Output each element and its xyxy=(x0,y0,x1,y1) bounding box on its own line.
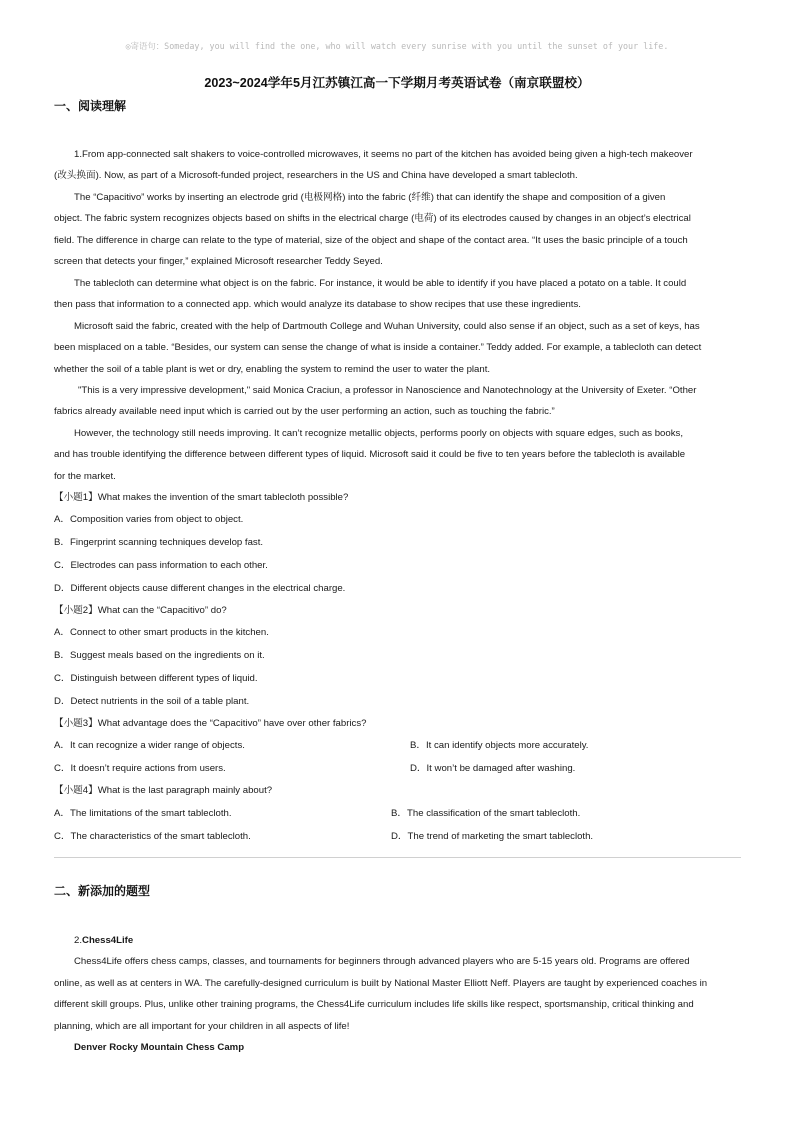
q4-option-b[interactable]: B．The classification of the smart tablecloth. xyxy=(391,808,581,819)
question-2-stem: 【小题2】What can the “Capacitivo” do? xyxy=(54,605,227,616)
passage-line: Microsoft said the fabric, created with the help of Dartmouth College and Wuhan University, could also sense if an object, such as a set of keys, has xyxy=(74,321,700,332)
question-1-stem: 【小题1】What makes the invention of the smart tablecloth possible? xyxy=(54,492,349,503)
passage-line: been misplaced on a table. “Besides, our system can sense the change of what is inside a container.” Teddy added. For example, a tablecloth can detect xyxy=(54,342,702,353)
passage-line: field. The difference in charge can relate to the type of material, size of the object and shape of the contact area. “It uses the basic principle of a touch xyxy=(54,235,688,246)
passage-line: However, the technology still needs improving. It can’t recognize metallic objects, performs poorly on objects with square edges, such as books, xyxy=(74,428,683,439)
passage-line: The “Capacitivo” works by inserting an electrode grid (电极网格) into the fabric (纤维) that can identify the shape and composition of a given xyxy=(74,192,666,203)
passage-2-heading: Chess4Life xyxy=(82,935,134,946)
passage-line: 1.From app-connected salt shakers to voice-controlled microwaves, it seems no part of the kitchen has avoided being given a high-tech makeover xyxy=(74,149,693,160)
passage-line: for the market. xyxy=(54,471,116,482)
passage-line: (改头换面). Now, as part of a Microsoft-funded project, researchers in the US and China have developed a smart tablecloth. xyxy=(54,170,578,181)
passage-subheading: Denver Rocky Mountain Chess Camp xyxy=(74,1042,245,1053)
passage-line: then pass that information to a connected app. which would analyze its database to show recipes that use these ingredients. xyxy=(54,299,581,310)
q4-option-a[interactable]: A．The limitations of the smart tablecloth. xyxy=(54,808,232,819)
q4-option-d[interactable]: D．The trend of marketing the smart tablecloth. xyxy=(391,831,594,842)
passage-line: online, as well as at centers in WA. The carefully-designed curriculum is built by National Master Elliott Neff. Players are taught by experienced coaches in xyxy=(54,978,708,989)
passage-line: different skill groups. Plus, unlike other training programs, the Chess4Life curriculum includes life skills like respect, sportsmanship, critical thinking and xyxy=(54,999,694,1010)
passage-line: fabrics already available need input which is carried out by the user performing an action, such as touching the fabric.” xyxy=(54,406,555,417)
q3-option-d[interactable]: D．It won’t be damaged after washing. xyxy=(410,763,576,774)
q1-option-d[interactable]: D．Different objects cause different changes in the electrical charge. xyxy=(54,583,346,594)
page-title: 2023~2024学年5月江苏镇江高一下学期月考英语试卷（南京联盟校） xyxy=(204,76,590,90)
passage-line: screen that detects your finger,” explained Microsoft researcher Teddy Seyed. xyxy=(54,256,383,267)
q2-option-c[interactable]: C．Distinguish between different types of liquid. xyxy=(54,673,258,684)
passage-line: planning, which are all important for your children in all aspects of life! xyxy=(54,1021,350,1032)
section-heading-reading: 一、阅读理解 xyxy=(54,99,127,113)
passage-line: Chess4Life offers chess camps, classes, and tournaments for beginners through advanced players who are 5-15 years old. Programs are offered xyxy=(74,956,690,967)
q3-option-b[interactable]: B．It can identify objects more accurately. xyxy=(410,740,589,751)
section-divider xyxy=(54,857,741,858)
passage-line: "This is a very impressive development," said Monica Craciun, a professor in Nanoscience and Nanotechnology at the University of Exeter. “Other xyxy=(78,385,697,396)
q1-option-a[interactable]: A．Composition varies from object to object. xyxy=(54,514,244,525)
passage-line: and has trouble identifying the difference between different types of liquid. Microsoft said it could be five to ten years before the tablecloth is available xyxy=(54,449,686,460)
q2-option-b[interactable]: B．Suggest meals based on the ingredients on it. xyxy=(54,650,265,661)
section-heading-new-types: 二、新添加的题型 xyxy=(54,884,151,898)
question-4-stem: 【小题4】What is the last paragraph mainly about? xyxy=(54,785,273,796)
question-3-stem: 【小题3】What advantage does the “Capacitivo” have over other fabrics? xyxy=(54,718,367,729)
q4-option-c[interactable]: C．The characteristics of the smart tablecloth. xyxy=(54,831,251,842)
q1-option-b[interactable]: B．Fingerprint scanning techniques develop fast. xyxy=(54,537,264,548)
passage-line: whether the soil of a table plant is wet or dry, enabling the system to remind the user to water the plant. xyxy=(54,364,491,375)
passage-line: The tablecloth can determine what object is on the fabric. For instance, it would be able to identify if you have placed a potato on a table. It could xyxy=(74,278,687,289)
item-number: 2. xyxy=(74,935,83,946)
passage-2-title xyxy=(74,934,133,948)
q2-option-d[interactable]: D．Detect nutrients in the soil of a table plant. xyxy=(54,696,250,707)
watermark-text: ◎寄语句：Someday, you will find the one, who will watch every sunrise with you until the sunset of your life. xyxy=(125,41,669,51)
q2-option-a[interactable]: A．Connect to other smart products in the kitchen. xyxy=(54,627,269,638)
q3-option-c[interactable]: C．It doesn’t require actions from users. xyxy=(54,763,226,774)
q1-option-c[interactable]: C．Electrodes can pass information to each other. xyxy=(54,560,268,571)
passage-line: object. The fabric system recognizes objects based on shifts in the electrical charge (电荷) of its electrodes caused by changes in an object’s electrical xyxy=(54,213,691,224)
q3-option-a[interactable]: A．It can recognize a wider range of objects. xyxy=(54,740,245,751)
